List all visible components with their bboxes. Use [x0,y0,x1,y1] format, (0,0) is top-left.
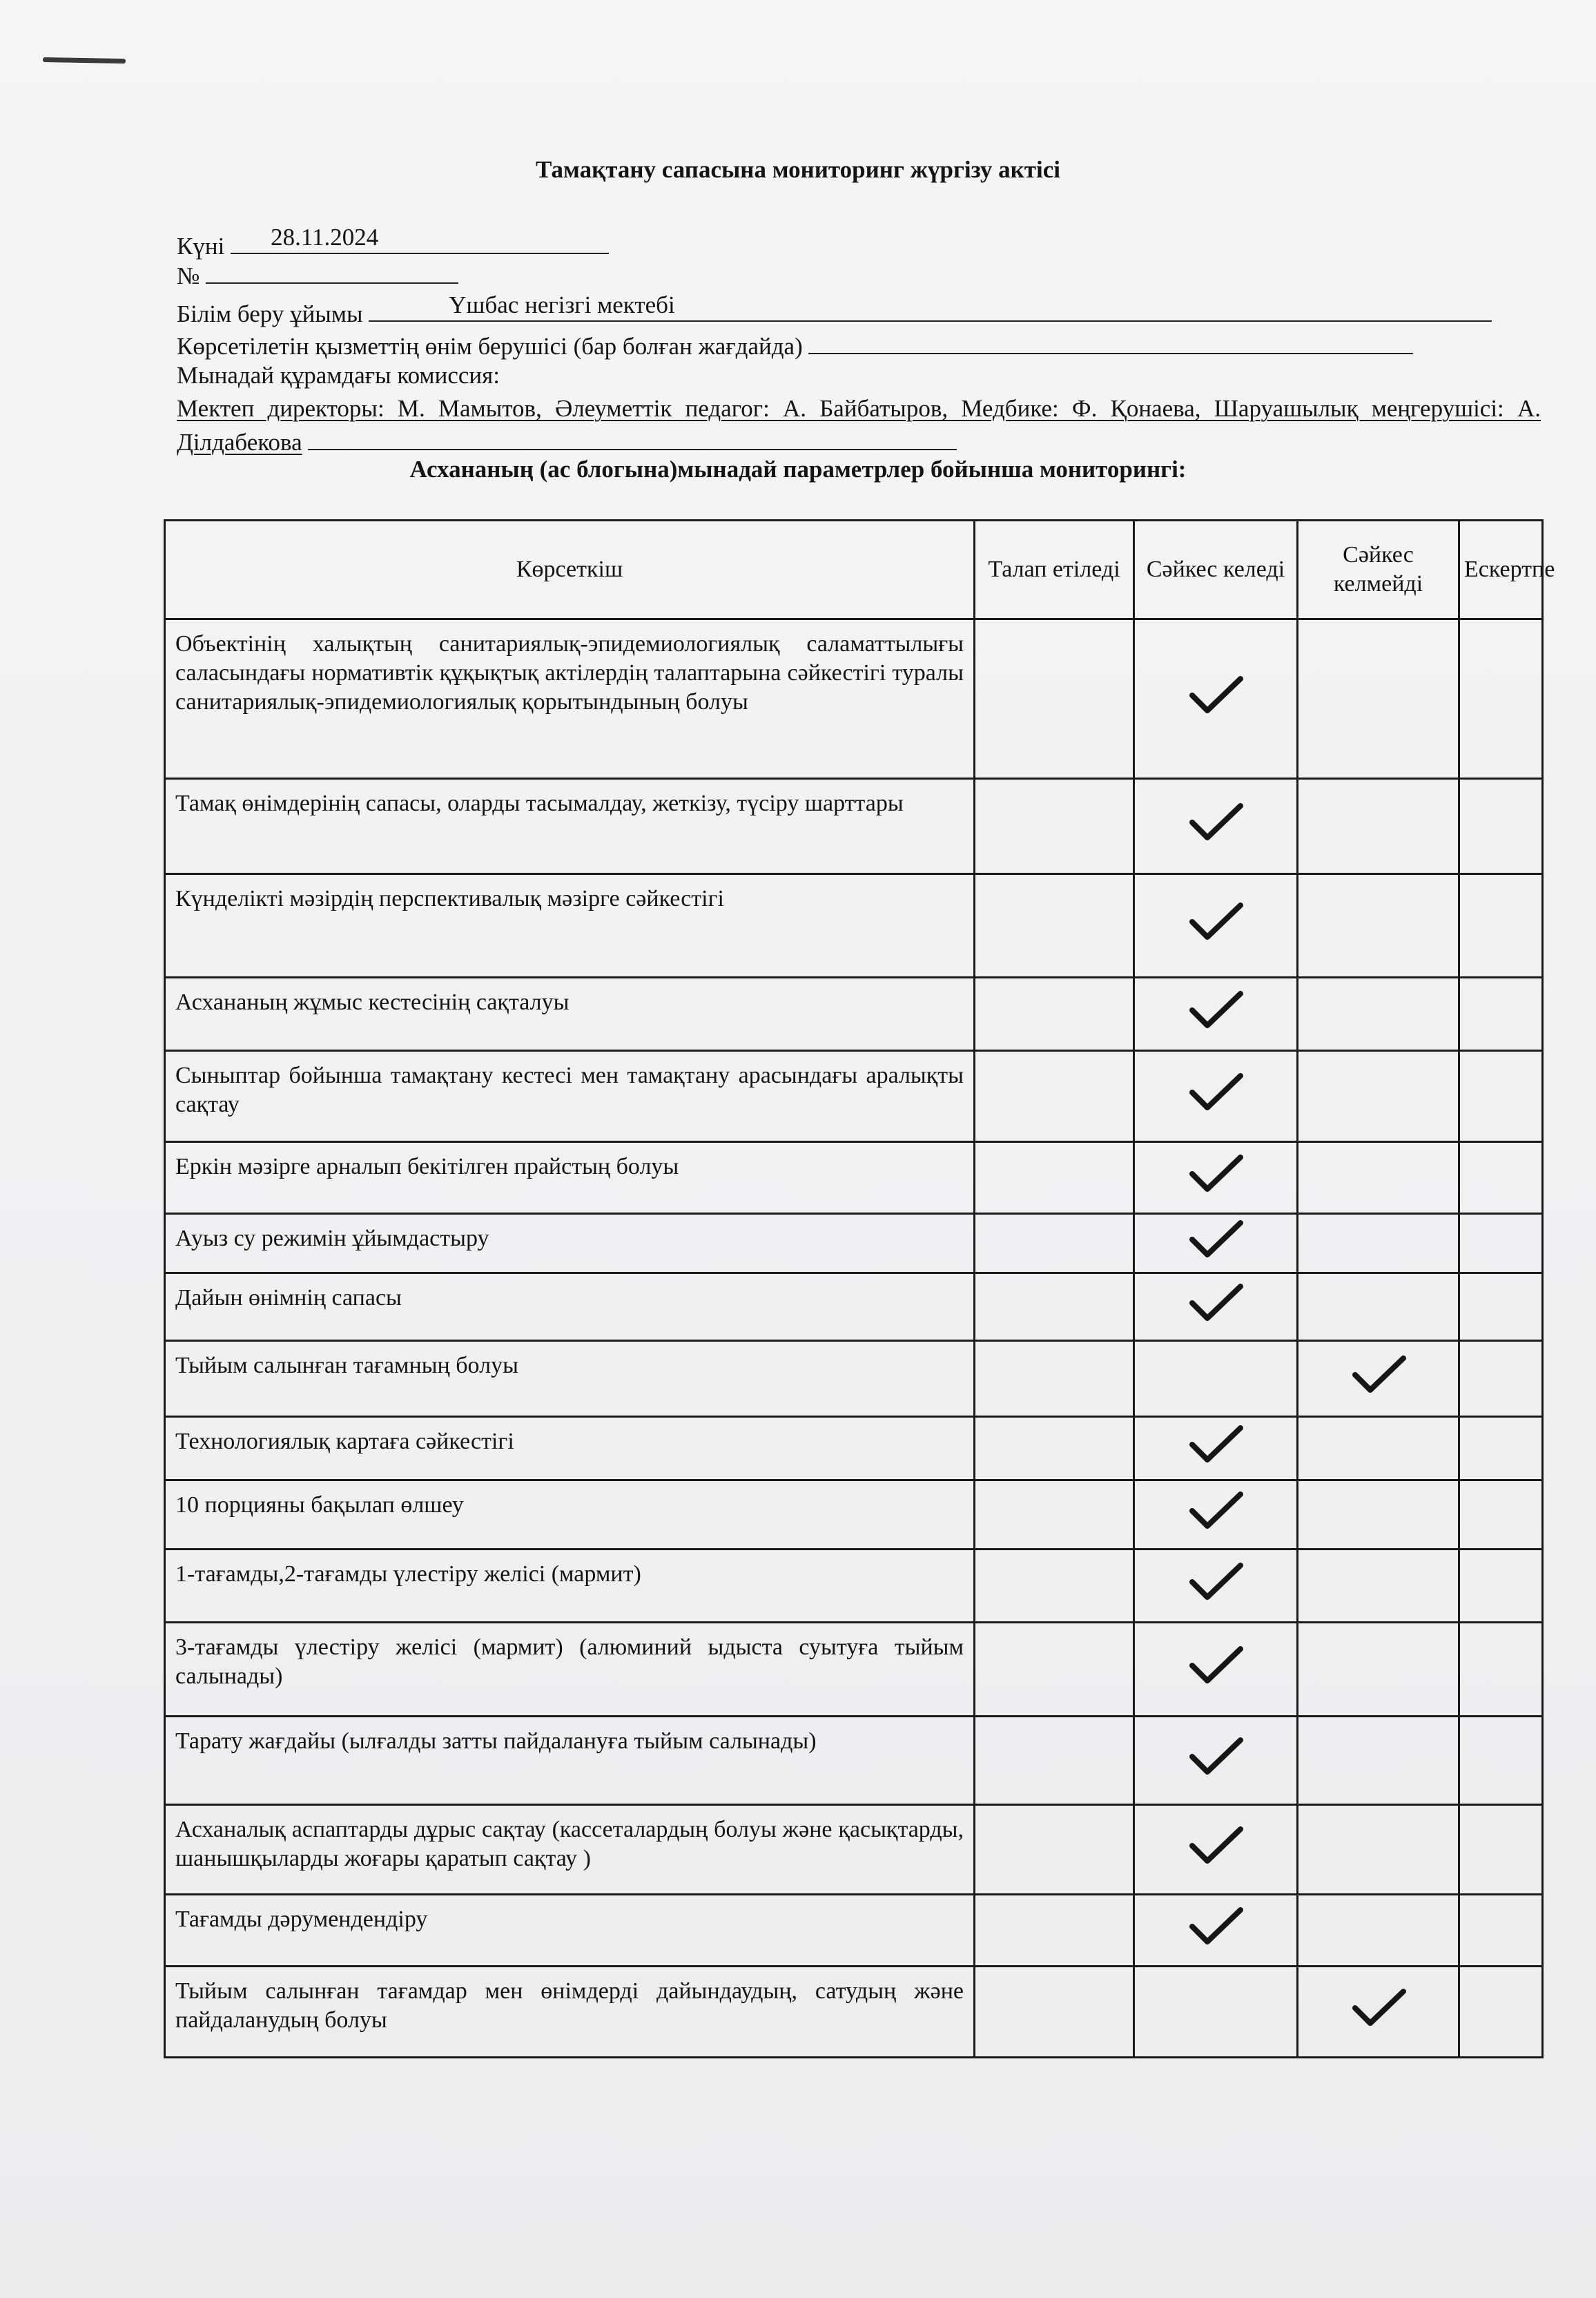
required-cell [975,1895,1134,1967]
org-line [177,291,1492,329]
complies-cell [1134,1895,1298,1967]
note-cell [1459,1480,1543,1549]
indicator-cell: Тарату жағдайы (ылғалды затты пайдалануға тыйым салынады) [165,1717,975,1805]
checkmark-shape [1188,1153,1243,1195]
checkmark-icon [1188,1825,1243,1866]
note-cell [1459,1895,1543,1967]
complies-cell [1134,874,1298,978]
not-complies-cell [1298,1623,1459,1717]
checkmark-shape [1188,1825,1243,1866]
checkmark-shape [1188,1282,1243,1324]
required-cell [975,1273,1134,1341]
complies-cell [1134,1480,1298,1549]
note-cell [1459,1214,1543,1273]
table-row [165,1967,1543,2058]
complies-cell [1134,1967,1298,2058]
checkmark-shape [1188,1736,1243,1777]
table-body [165,619,1543,2058]
complies-cell [1134,1717,1298,1805]
header-note: Ескертпе [1459,521,1543,619]
commission-label: Мынадай құрамдағы комиссия: [177,362,500,389]
table-row [165,1895,1543,1967]
org-value: Үшбас негізгі мектебі [449,291,675,318]
table-row [165,1142,1543,1214]
not-complies-cell [1298,1341,1459,1417]
commission-members [177,394,1541,458]
required-cell [975,1549,1134,1623]
required-cell [975,1717,1134,1805]
required-cell [975,619,1134,779]
not-complies-cell [1298,1967,1459,2058]
checkmark-icon [1188,1645,1243,1686]
checkmark-shape [1188,1906,1243,1947]
complies-cell [1134,1142,1298,1214]
indicator-cell: Ауыз су режимін ұйымдастыру [165,1214,975,1273]
complies-cell [1134,1273,1298,1341]
not-complies-cell [1298,874,1459,978]
checkmark-icon [1351,1987,1406,2029]
checkmark-shape [1188,1072,1243,1113]
required-cell [975,978,1134,1051]
indicator-cell: Еркін мәзірге арналып бекітілген прайстың болуы [165,1142,975,1214]
checkmark-icon [1188,901,1243,943]
checkmark-shape [1351,1354,1406,1396]
org-field [369,291,1492,322]
table-row [165,1717,1543,1805]
note-cell [1459,1623,1543,1717]
note-cell [1459,1051,1543,1142]
complies-cell [1134,1805,1298,1895]
checkmark-icon [1188,675,1243,716]
note-cell [1459,1549,1543,1623]
complies-cell [1134,1549,1298,1623]
checkmark-icon [1188,989,1243,1031]
note-cell [1459,1805,1543,1895]
header-not-complies: Сәйкес келмейді [1298,521,1459,619]
table-row [165,619,1543,779]
not-complies-cell [1298,1717,1459,1805]
not-complies-cell [1298,1273,1459,1341]
monitoring-table [164,519,1555,2058]
checkmark-icon [1188,1906,1243,1947]
indicator-cell: Технологиялық картаға сәйкестігі [165,1417,975,1480]
table-row [165,1417,1543,1480]
table-row [165,1480,1543,1549]
indicator-cell: 3-тағамды үлестіру желісі (мармит) (алюминий ыдыста суытуға тыйым салынады) [165,1623,975,1717]
not-complies-cell [1298,1805,1459,1895]
not-complies-cell [1298,1895,1459,1967]
not-complies-cell [1298,978,1459,1051]
indicator-cell: Асхананың жұмыс кестесінің сақталуы [165,978,975,1051]
note-cell [1459,1142,1543,1214]
complies-cell [1134,1214,1298,1273]
indicator-cell: 1-тағамды,2-тағамды үлестіру желісі (мармит) [165,1549,975,1623]
not-complies-cell [1298,1417,1459,1480]
org-label: Білім беру ұйымы [177,300,363,327]
not-complies-cell [1298,1480,1459,1549]
checkmark-icon [1188,1736,1243,1777]
note-cell [1459,978,1543,1051]
commission-text: Мектеп директоры: М. Мамытов, Әлеуметтік педагог: А. Байбатыров, Медбике: Ф. Қонаева, Шаруашылық меңгерушісі: А. Ділдабекова [177,395,1541,456]
indicator-cell: Асханалық аспаптарды дұрыс сақтау (кассеталардың болуы және қасықтарды, шанышқыларды жоғары қаратып сақтау ) [165,1805,975,1895]
checkmark-shape [1188,1490,1243,1532]
checkmark-shape [1188,1219,1243,1260]
date-value: 28.11.2024 [271,224,379,251]
required-cell [975,1417,1134,1480]
not-complies-cell [1298,779,1459,874]
note-cell [1459,1717,1543,1805]
indicator-cell: Күнделікті мәзірдің перспективалық мәзірге сәйкестігі [165,874,975,978]
header-complies: Сәйкес келеді [1134,521,1298,619]
provider-line [177,328,1413,362]
checkmark-icon [1188,1282,1243,1324]
table-row [165,1805,1543,1895]
date-line [177,224,609,262]
required-cell [975,779,1134,874]
required-cell [975,1805,1134,1895]
required-cell [975,1214,1134,1273]
checkmark-shape [1188,675,1243,716]
indicator-cell: 10 порцияны бақылап өлшеу [165,1480,975,1549]
checkmark-icon [1351,1354,1406,1396]
provider-label: Көрсетілетін қызметтің өнім берушісі (бар болған жағдайда) [177,333,803,360]
table-row [165,1623,1543,1717]
note-cell [1459,874,1543,978]
table-row [165,1273,1543,1341]
checkmark-icon [1188,1219,1243,1260]
checkmark-shape [1351,1987,1406,2029]
table-row [165,1549,1543,1623]
note-cell [1459,1273,1543,1341]
complies-cell [1134,619,1298,779]
checkmark-shape [1188,1561,1243,1603]
note-cell [1459,1417,1543,1480]
not-complies-cell [1298,1549,1459,1623]
table-header-row [165,521,1543,619]
checkmark-icon [1188,1424,1243,1465]
header-indicator: Көрсеткіш [165,521,975,619]
checkmark-icon [1188,1561,1243,1603]
checkmark-icon [1188,1490,1243,1532]
provider-field [808,328,1413,354]
table-row [165,1051,1543,1142]
document-title: Тамақтану сапасына мониторинг жүргізу актісі [536,156,1060,183]
required-cell [975,1623,1134,1717]
table-row [165,779,1543,874]
checkmark-icon [1188,1072,1243,1113]
indicator-cell: Объектінің халықтың санитариялық-эпидемиологиялық саламаттылығы саласындағы нормативтік құқықтық актілердің талаптарына сәйкестігі туралы санитариялық-эпидемиологиялық қорытындының болуы [165,619,975,779]
checkmark-icon [1188,802,1243,843]
number-label: № [177,262,200,289]
complies-cell [1134,779,1298,874]
date-field [231,224,609,254]
complies-cell [1134,1623,1298,1717]
required-cell [975,1341,1134,1417]
complies-cell [1134,1341,1298,1417]
note-cell [1459,1341,1543,1417]
required-cell [975,1051,1134,1142]
complies-cell [1134,1051,1298,1142]
scan-mark [43,57,126,64]
checkmark-shape [1188,1645,1243,1686]
checkmark-shape [1188,802,1243,843]
checkmark-shape [1188,901,1243,943]
not-complies-cell [1298,1214,1459,1273]
required-cell [975,1480,1134,1549]
table-row [165,1214,1543,1273]
checkmark-shape [1188,1424,1243,1465]
number-field [206,258,458,284]
indicator-cell: Тамақ өнімдерінің сапасы, оларды тасымалдау, жеткізу, түсіру шарттары [165,779,975,874]
note-cell [1459,1967,1543,2058]
required-cell [975,874,1134,978]
required-cell [975,1142,1134,1214]
table-row [165,874,1543,978]
indicator-cell: Тыйым салынған тағамдар мен өнімдерді дайындаудың, сатудың және пайдаланудың болуы [165,1967,975,2058]
checkmark-shape [1188,989,1243,1031]
not-complies-cell [1298,619,1459,779]
commission-field-extension [308,424,957,450]
table-row [165,978,1543,1051]
header-required: Талап етіледі [975,521,1134,619]
not-complies-cell [1298,1142,1459,1214]
complies-cell [1134,978,1298,1051]
indicator-cell: Тыйым салынған тағамның болуы [165,1341,975,1417]
required-cell [975,1967,1134,2058]
complies-cell [1134,1417,1298,1480]
note-cell [1459,619,1543,779]
date-label: Күні [177,233,225,260]
number-line [177,258,458,291]
indicator-cell: Дайын өнімнің сапасы [165,1273,975,1341]
indicator-cell: Тағамды дәрумендендіру [165,1895,975,1967]
note-cell [1459,779,1543,874]
table-row [165,1341,1543,1417]
section-subtitle: Асхананың (ас блогына)мынадай параметрлер бойынша мониторингі: [409,456,1187,483]
not-complies-cell [1298,1051,1459,1142]
checkmark-icon [1188,1153,1243,1195]
indicator-cell: Сыныптар бойынша тамақтану кестесі мен тамақтану арасындағы аралықты сақтау [165,1051,975,1142]
